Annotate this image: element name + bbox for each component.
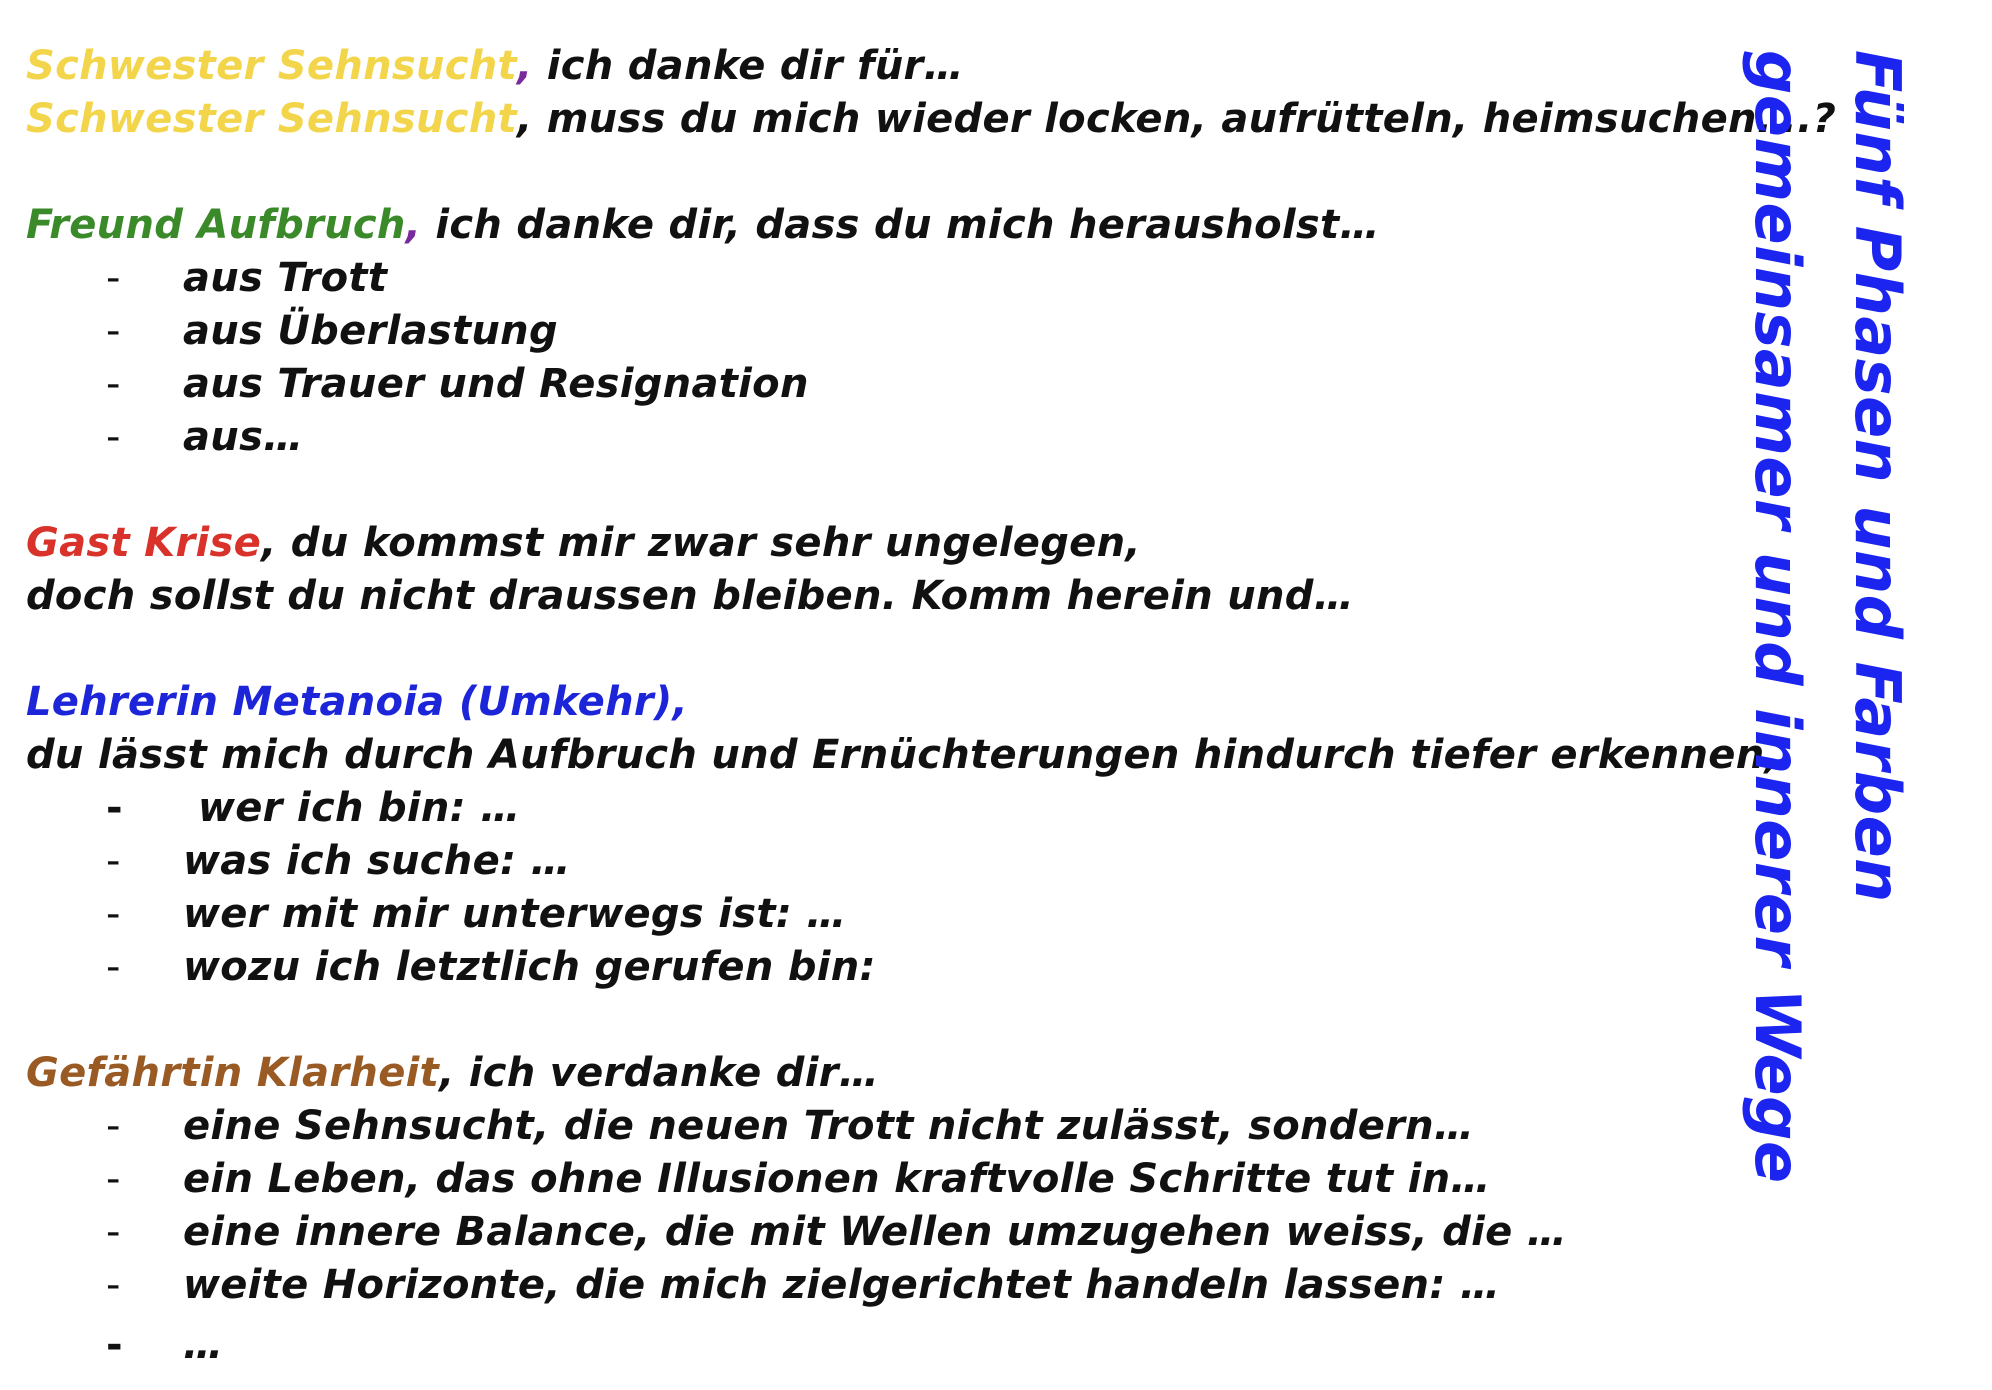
aufbruch-item-text: aus Trott [183, 255, 388, 301]
dash-marker: - [106, 944, 121, 990]
metanoia-line-1 [26, 676, 1726, 729]
dash-marker: - [106, 1262, 121, 1308]
title-line-2: gemeinsamer und innerer Wege [1741, 50, 1814, 1184]
dash-marker: - [106, 1209, 121, 1255]
metanoia-item-text: wozu ich letztlich gerufen bin: [183, 944, 876, 990]
aufbruch-line [26, 199, 1726, 252]
metanoia-item-text: wer ich bin: … [198, 785, 521, 831]
sehnsucht-line-2-text: , muss du mich wieder locken, aufrütteln, heimsuchen….? [516, 96, 1837, 142]
sehnsucht-line-1 [26, 40, 1726, 93]
metanoia-line-2-text: du lässt mich durch Aufbruch und Ernüchterungen hindurch tiefer erkennen, [26, 732, 1781, 778]
dash-marker: - [106, 838, 121, 884]
krise-text: , du kommst mir zwar sehr ungelegen, [261, 520, 1141, 566]
list-item [26, 305, 1726, 358]
list-item [26, 1100, 1726, 1153]
sehnsucht-name: Schwester Sehnsucht [26, 43, 517, 89]
dash-marker: - [106, 414, 121, 460]
dash-marker: - [106, 1156, 121, 1202]
aufbruch-item-text: aus Trauer und Resignation [183, 361, 809, 407]
aufbruch-item-text: aus… [183, 414, 304, 460]
list-item [26, 358, 1726, 411]
list-item [26, 1259, 1726, 1312]
sehnsucht-line-2 [26, 93, 1837, 146]
spacer [26, 146, 1726, 199]
krise-line-2 [26, 570, 1726, 623]
aufbruch-name: Freund Aufbruch [26, 202, 406, 248]
aufbruch-text: ich danke dir, dass du mich herausholst… [421, 202, 1380, 248]
dash-marker: - [106, 361, 121, 407]
metanoia-item-text: wer mit mir unterwegs ist: … [183, 891, 847, 937]
spacer [26, 994, 1726, 1047]
aufbruch-item-text: aus Überlastung [183, 308, 558, 354]
list-item [26, 941, 1726, 994]
metanoia-line-2 [26, 729, 1781, 782]
klarheit-item-text: eine Sehnsucht, die neuen Trott nicht zulässt, sondern… [183, 1103, 1475, 1149]
sehnsucht-line-1-text: ich danke dir für… [546, 43, 964, 89]
title-line-1: Fünf Phasen und Farben [1841, 50, 1914, 903]
klarheit-item-text: ein Leben, das ohne Illusionen kraftvolle Schritte tut in… [183, 1156, 1491, 1202]
dash-marker: - [106, 1322, 123, 1368]
krise-line-1 [26, 517, 1726, 570]
dash-marker: - [106, 891, 121, 937]
dash-marker: - [106, 255, 121, 301]
dash-marker: - [106, 1103, 121, 1149]
spacer [26, 623, 1726, 676]
sehnsucht-comma: , [516, 43, 533, 89]
dash-marker: - [106, 785, 123, 831]
list-item [26, 888, 1726, 941]
aufbruch-comma: , [405, 202, 422, 248]
klarheit-name: Gefährtin Klarheit [26, 1050, 440, 1096]
klarheit-item-text: eine innere Balance, die mit Wellen umzugehen weiss, die … [183, 1209, 1568, 1255]
list-item [26, 411, 1726, 464]
spacer [26, 464, 1726, 517]
metanoia-name: Lehrerin Metanoia (Umkehr), [26, 679, 688, 725]
klarheit-line [26, 1047, 1726, 1100]
klarheit-item-text: … [183, 1322, 224, 1368]
klarheit-item-text: weite Horizonte, die mich zielgerichtet handeln lassen: … [183, 1262, 1501, 1308]
list-item [26, 835, 1726, 888]
metanoia-item-text: was ich suche: … [183, 838, 571, 884]
list-item [26, 1153, 1726, 1206]
krise-name: Gast Krise [26, 520, 262, 566]
list-item [26, 252, 1726, 305]
list-item [26, 1206, 1726, 1259]
krise-line-2-text: doch sollst du nicht draussen bleiben. Komm herein und… [26, 573, 1355, 619]
klarheit-text: , ich verdanke dir… [439, 1050, 880, 1096]
sehnsucht-name-repeat: Schwester Sehnsucht [26, 96, 517, 142]
list-item [26, 782, 1726, 835]
dash-marker: - [106, 308, 121, 354]
list-item [26, 1312, 1726, 1372]
